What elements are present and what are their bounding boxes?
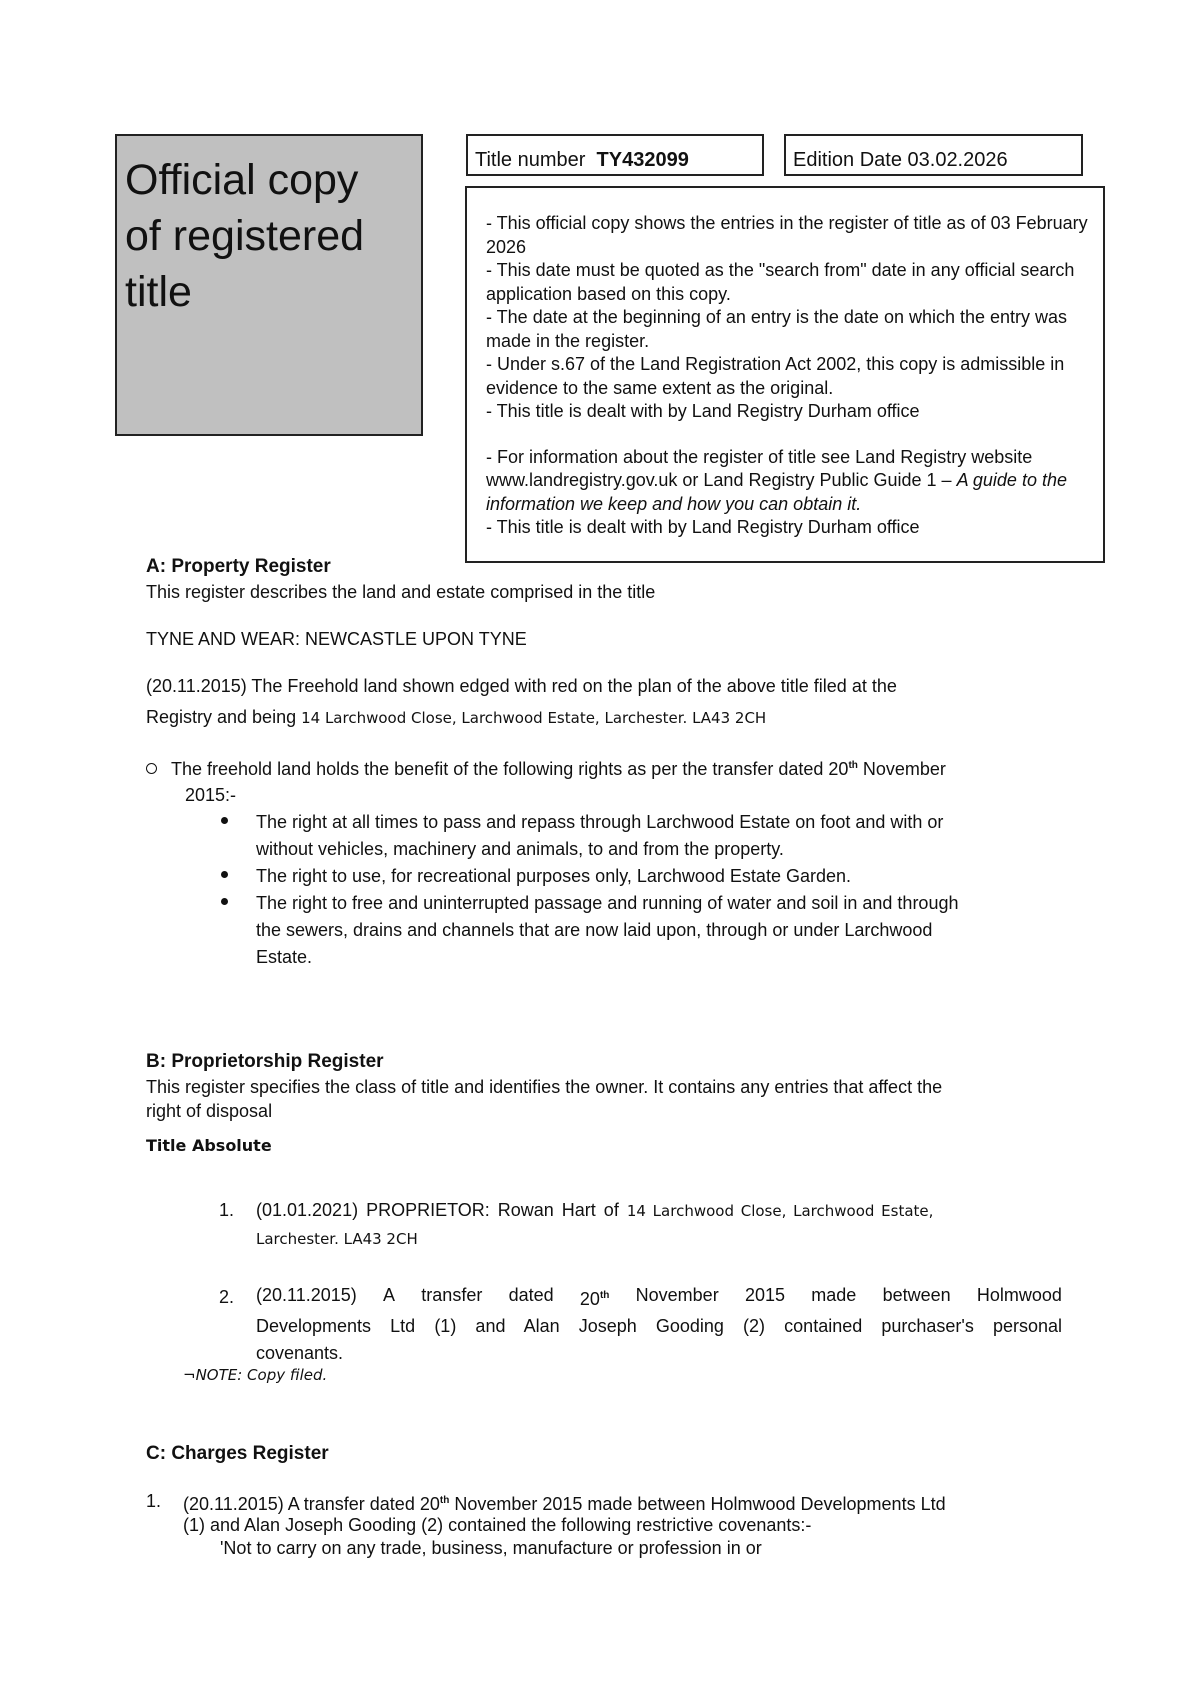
title-class: Title Absolute <box>146 1136 272 1155</box>
hollow-bullet-icon <box>146 763 157 774</box>
section-b-heading: B: Proprietorship Register <box>146 1051 384 1072</box>
public-guide-title: A guide to the information we keep and how you can obtain it. <box>486 470 1067 514</box>
right-of-drainage-line-1: The right to free and uninterrupted passage and running of water and soil in and through <box>256 893 959 913</box>
document-title <box>125 152 415 320</box>
transfer-entry-word-transfer: transfer <box>421 1285 483 1305</box>
benefit-intro <box>146 754 946 781</box>
proprietor-entry-text: (01.01.2021) PROPRIETOR: Rowan Hart of <box>256 1200 627 1220</box>
transfer-entry-month: November <box>635 1285 719 1305</box>
section-a-heading: A: Property Register <box>146 556 331 577</box>
right-of-drainage-line-3: Estate. <box>256 947 313 967</box>
title-number-value: TY432099 <box>596 149 689 171</box>
section-c-heading: C: Charges Register <box>146 1443 329 1464</box>
copy-filed-note: ¬NOTE: Copy filed. <box>183 1366 328 1384</box>
charges-entry-line-2: (1) and Alan Joseph Gooding (2) contained the following restrictive covenants:- <box>183 1515 812 1535</box>
transfer-entry-word-a: A <box>383 1285 396 1305</box>
proprietor-entry-line-1 <box>256 1198 1062 1223</box>
right-of-recreation <box>221 863 1101 891</box>
note-office-repeat: - This title is dealt with by Land Registry Durham office <box>486 517 920 537</box>
transfer-entry-word-dated: dated <box>508 1285 554 1305</box>
title-number-label: Title number <box>475 149 586 171</box>
right-of-recreation-line-1: The right to use, for recreational purposes only, Larchwood Estate Garden. <box>256 866 851 886</box>
note-entry-date: - The date at the beginning of an entry is the date on which the entry was made in the register. <box>486 307 1068 351</box>
property-entry-line-2 <box>146 705 766 730</box>
charges-entry-line-1 <box>183 1489 946 1516</box>
transfer-entry-number: 2. <box>219 1287 235 1307</box>
right-of-way-line-1: The right at all times to pass and repass through Larchwood Estate on foot and with or <box>256 812 944 832</box>
note-entries-as-of: - This official copy shows the entries in the register of title as of 03 February 2026 <box>486 213 1088 257</box>
benefit-intro-sup: th <box>848 760 858 771</box>
transfer-entry-word-between: between <box>882 1285 951 1305</box>
transfer-entry-line-1 <box>256 1282 1062 1313</box>
transfer-entry-sup: th <box>599 1290 610 1301</box>
note-register-information <box>486 446 1099 517</box>
benefit-intro-month: November <box>857 759 946 779</box>
transfer-entry-word-made: made <box>811 1285 857 1305</box>
transfer-entry-date: (20.11.2015) <box>256 1285 357 1305</box>
proprietor-address-line-2: Larchester. LA43 2CH <box>256 1230 418 1248</box>
official-copy-title-box <box>115 134 423 436</box>
section-b-description-line-1: This register specifies the class of title and identifies the owner. It contains any entries that affect the <box>146 1077 943 1097</box>
section-a-description: This register describes the land and estate comprised in the title <box>146 582 656 602</box>
right-of-way-line-2: without vehicles, machinery and animals, to and from the property. <box>256 839 784 859</box>
document-title-line-3: title <box>125 268 192 316</box>
edition-date: Edition Date 03.02.2026 <box>793 149 1008 171</box>
title-number-box <box>466 134 764 176</box>
section-b-description-line-2: right of disposal <box>146 1101 273 1121</box>
charges-entry-sup: th <box>439 1495 450 1506</box>
charges-entry-number: 1. <box>146 1491 162 1511</box>
charges-entry-text-2: November 2015 made between Holmwood Developments Ltd <box>449 1494 946 1514</box>
transfer-entry <box>256 1282 1062 1367</box>
bullet-icon <box>221 898 228 905</box>
bullet-icon <box>221 817 228 824</box>
transfer-entry-word-holmwood: Holmwood <box>976 1285 1062 1305</box>
edition-date-box <box>784 134 1083 176</box>
right-of-drainage-line-2: the sewers, drains and channels that are now laid upon, through or under Larchwood <box>256 920 933 940</box>
official-copy-notes-box <box>465 186 1105 563</box>
document-title-line-1: Official copy <box>125 156 359 204</box>
note-search-from-date: - This date must be quoted as the "search from" date in any official search application based on this copy. <box>486 260 1075 304</box>
property-location: TYNE AND WEAR: NEWCASTLE UPON TYNE <box>146 629 527 649</box>
proprietor-address-line-1: 14 Larchwood Close, Larchwood Estate, <box>626 1202 934 1220</box>
benefit-intro-line-2: 2015:- <box>185 785 237 805</box>
property-entry-prefix: Registry and being <box>146 707 302 727</box>
transfer-entry-day: 20th <box>579 1289 610 1309</box>
note-register-information-text: - For information about the register of title see Land Registry website www.landregistry.gov.uk or Land Registry Public Guide 1 – <box>486 446 1033 490</box>
transfer-entry-line-3: covenants. <box>256 1343 344 1363</box>
charges-entry-text: (20.11.2015) A transfer dated 20 <box>183 1494 440 1514</box>
bullet-icon <box>221 871 228 878</box>
note-office: - This title is dealt with by Land Registry Durham office <box>486 401 920 421</box>
benefit-intro-text: The freehold land holds the benefit of the following rights as per the transfer dated 20 <box>171 759 849 779</box>
document-title-line-2: of registered <box>125 212 365 260</box>
right-of-drainage <box>221 890 1101 974</box>
charges-entry-line-3: 'Not to carry on any trade, business, manufacture or profession in or <box>220 1538 762 1558</box>
property-entry-line-1: (20.11.2015) The Freehold land shown edged with red on the plan of the above title filed at the <box>146 676 897 696</box>
transfer-entry-line-2: Developments Ltd (1) and Alan Joseph Gooding (2) contained purchaser's personal <box>256 1316 1062 1336</box>
transfer-entry-year: 2015 <box>744 1285 785 1305</box>
note-admissible-evidence: - Under s.67 of the Land Registration Act 2002, this copy is admissible in evidence to the same extent as the original. <box>486 354 1065 398</box>
property-address: 14 Larchwood Close, Larchwood Estate, Larchester. LA43 2CH <box>301 709 767 727</box>
proprietor-entry-number: 1. <box>219 1200 235 1220</box>
